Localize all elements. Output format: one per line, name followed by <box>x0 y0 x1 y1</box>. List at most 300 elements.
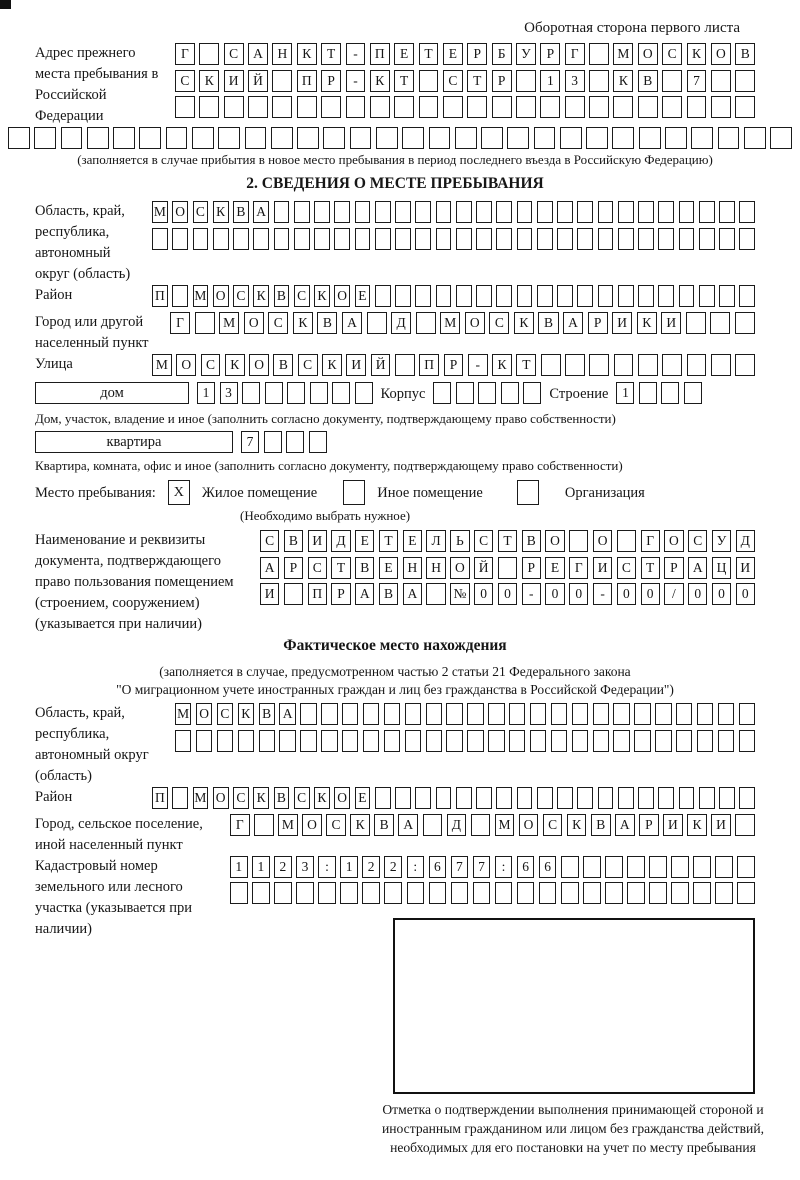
char-cell[interactable] <box>230 882 248 904</box>
char-cell[interactable]: Е <box>403 530 422 552</box>
char-cell[interactable] <box>618 201 634 223</box>
char-cell[interactable]: М <box>278 814 298 836</box>
char-cell[interactable] <box>639 127 661 149</box>
char-cell[interactable]: Ц <box>712 557 731 579</box>
char-cell[interactable] <box>699 228 715 250</box>
char-cell[interactable]: 0 <box>498 583 517 605</box>
char-cell[interactable] <box>739 703 755 725</box>
char-cell[interactable] <box>294 201 310 223</box>
char-cell[interactable] <box>467 730 483 752</box>
char-cell[interactable]: Д <box>331 530 350 552</box>
char-cell[interactable]: В <box>284 530 303 552</box>
char-cell[interactable]: К <box>687 43 707 65</box>
char-cell[interactable] <box>662 354 682 376</box>
char-cell[interactable] <box>711 70 731 92</box>
char-cell[interactable] <box>384 730 400 752</box>
char-cell[interactable]: 3 <box>220 382 238 404</box>
char-cell[interactable] <box>314 228 330 250</box>
char-cell[interactable] <box>537 285 553 307</box>
char-cell[interactable] <box>152 228 168 250</box>
char-cell[interactable]: Е <box>394 43 414 65</box>
char-cell[interactable]: А <box>248 43 268 65</box>
char-cell[interactable] <box>496 201 512 223</box>
char-cell[interactable]: - <box>346 70 366 92</box>
char-cell[interactable] <box>429 882 447 904</box>
char-cell[interactable]: Г <box>175 43 195 65</box>
char-cell[interactable] <box>300 703 316 725</box>
char-cell[interactable]: Е <box>443 43 463 65</box>
char-cell[interactable]: К <box>370 70 390 92</box>
char-cell[interactable]: 2 <box>274 856 292 878</box>
char-cell[interactable] <box>496 285 512 307</box>
char-cell[interactable] <box>113 127 135 149</box>
char-cell[interactable] <box>638 96 658 118</box>
char-cell[interactable] <box>375 285 391 307</box>
char-cell[interactable] <box>395 228 411 250</box>
char-cell[interactable]: А <box>342 312 362 334</box>
char-cell[interactable] <box>254 814 274 836</box>
char-cell[interactable] <box>557 201 573 223</box>
char-cell[interactable] <box>342 730 358 752</box>
char-cell[interactable] <box>516 96 536 118</box>
char-cell[interactable]: Р <box>321 70 341 92</box>
char-cell[interactable] <box>395 787 411 809</box>
char-cell[interactable]: И <box>260 583 279 605</box>
char-cell[interactable]: - <box>593 583 612 605</box>
char-cell[interactable] <box>166 127 188 149</box>
char-cell[interactable] <box>719 285 735 307</box>
char-cell[interactable] <box>323 127 345 149</box>
char-cell[interactable] <box>492 96 512 118</box>
char-cell[interactable] <box>627 856 645 878</box>
char-cell[interactable] <box>199 43 219 65</box>
char-cell[interactable] <box>467 96 487 118</box>
char-cell[interactable] <box>565 96 585 118</box>
char-cell[interactable]: 0 <box>641 583 660 605</box>
char-cell[interactable] <box>314 201 330 223</box>
char-cell[interactable] <box>687 354 707 376</box>
char-cell[interactable] <box>618 228 634 250</box>
char-cell[interactable]: В <box>317 312 337 334</box>
char-cell[interactable] <box>649 882 667 904</box>
char-cell[interactable] <box>551 703 567 725</box>
char-cell[interactable] <box>560 127 582 149</box>
char-cell[interactable] <box>649 856 667 878</box>
char-cell[interactable] <box>539 882 557 904</box>
char-cell[interactable] <box>598 201 614 223</box>
char-cell[interactable] <box>309 431 327 453</box>
checkbox-zhiloe[interactable]: X <box>168 480 190 505</box>
char-cell[interactable] <box>196 730 212 752</box>
char-cell[interactable] <box>589 354 609 376</box>
char-cell[interactable] <box>384 882 402 904</box>
char-cell[interactable]: О <box>638 43 658 65</box>
char-cell[interactable]: 0 <box>545 583 564 605</box>
char-cell[interactable]: : <box>407 856 425 878</box>
char-cell[interactable] <box>456 228 472 250</box>
char-cell[interactable] <box>476 787 492 809</box>
char-cell[interactable]: 6 <box>539 856 557 878</box>
char-cell[interactable] <box>517 201 533 223</box>
char-cell[interactable]: 6 <box>429 856 447 878</box>
char-cell[interactable]: 6 <box>517 856 535 878</box>
char-cell[interactable] <box>429 127 451 149</box>
char-cell[interactable]: К <box>322 354 342 376</box>
char-cell[interactable]: Р <box>331 583 350 605</box>
char-cell[interactable]: - <box>468 354 488 376</box>
char-cell[interactable] <box>342 703 358 725</box>
char-cell[interactable]: 7 <box>687 70 707 92</box>
char-cell[interactable] <box>287 382 305 404</box>
char-cell[interactable]: 2 <box>384 856 402 878</box>
char-cell[interactable]: К <box>567 814 587 836</box>
char-cell[interactable]: 1 <box>616 382 634 404</box>
char-cell[interactable]: 0 <box>688 583 707 605</box>
char-cell[interactable] <box>530 730 546 752</box>
char-cell[interactable]: О <box>334 787 350 809</box>
char-cell[interactable]: О <box>545 530 564 552</box>
char-cell[interactable] <box>676 730 692 752</box>
checkbox-inoe[interactable] <box>343 480 365 505</box>
char-cell[interactable] <box>684 382 702 404</box>
char-cell[interactable] <box>691 127 713 149</box>
char-cell[interactable] <box>193 228 209 250</box>
char-cell[interactable]: А <box>355 583 374 605</box>
char-cell[interactable] <box>332 382 350 404</box>
char-cell[interactable] <box>735 96 755 118</box>
char-cell[interactable] <box>699 285 715 307</box>
char-cell[interactable] <box>274 882 292 904</box>
char-cell[interactable]: М <box>175 703 191 725</box>
char-cell[interactable]: С <box>260 530 279 552</box>
char-cell[interactable]: С <box>193 201 209 223</box>
char-cell[interactable] <box>586 127 608 149</box>
char-cell[interactable]: Д <box>447 814 467 836</box>
char-cell[interactable]: Й <box>371 354 391 376</box>
char-cell[interactable] <box>679 285 695 307</box>
char-cell[interactable] <box>245 127 267 149</box>
char-cell[interactable] <box>561 856 579 878</box>
char-cell[interactable] <box>540 96 560 118</box>
char-cell[interactable] <box>658 285 674 307</box>
char-cell[interactable] <box>577 285 593 307</box>
char-cell[interactable] <box>375 787 391 809</box>
char-cell[interactable] <box>679 201 695 223</box>
char-cell[interactable]: А <box>398 814 418 836</box>
char-cell[interactable] <box>517 228 533 250</box>
char-cell[interactable] <box>583 856 601 878</box>
char-cell[interactable] <box>346 96 366 118</box>
char-cell[interactable]: Р <box>492 70 512 92</box>
char-cell[interactable]: И <box>736 557 755 579</box>
char-cell[interactable] <box>451 882 469 904</box>
char-cell[interactable] <box>577 228 593 250</box>
char-cell[interactable]: : <box>495 856 513 878</box>
char-cell[interactable] <box>658 201 674 223</box>
char-cell[interactable]: В <box>355 557 374 579</box>
char-cell[interactable]: Т <box>379 530 398 552</box>
char-cell[interactable]: В <box>273 354 293 376</box>
char-cell[interactable] <box>297 127 319 149</box>
char-cell[interactable]: С <box>617 557 636 579</box>
char-cell[interactable] <box>495 882 513 904</box>
char-cell[interactable] <box>509 730 525 752</box>
char-cell[interactable] <box>658 787 674 809</box>
char-cell[interactable] <box>172 787 188 809</box>
char-cell[interactable] <box>395 354 415 376</box>
char-cell[interactable] <box>686 312 706 334</box>
char-cell[interactable] <box>473 882 491 904</box>
char-cell[interactable]: Т <box>641 557 660 579</box>
char-cell[interactable]: Р <box>540 43 560 65</box>
char-cell[interactable] <box>557 228 573 250</box>
char-cell[interactable]: В <box>735 43 755 65</box>
char-cell[interactable]: В <box>591 814 611 836</box>
char-cell[interactable] <box>478 382 496 404</box>
char-cell[interactable] <box>61 127 83 149</box>
char-cell[interactable] <box>739 730 755 752</box>
char-cell[interactable]: И <box>593 557 612 579</box>
char-cell[interactable] <box>665 127 687 149</box>
char-cell[interactable] <box>355 382 373 404</box>
char-cell[interactable] <box>735 70 755 92</box>
char-cell[interactable] <box>271 127 293 149</box>
char-cell[interactable]: С <box>175 70 195 92</box>
char-cell[interactable]: О <box>334 285 350 307</box>
char-cell[interactable] <box>612 127 634 149</box>
char-cell[interactable]: 7 <box>473 856 491 878</box>
char-cell[interactable] <box>426 703 442 725</box>
char-cell[interactable]: О <box>213 787 229 809</box>
char-cell[interactable]: М <box>152 201 168 223</box>
char-cell[interactable] <box>614 354 634 376</box>
char-cell[interactable]: Ь <box>450 530 469 552</box>
char-cell[interactable] <box>456 382 474 404</box>
char-cell[interactable]: П <box>152 787 168 809</box>
char-cell[interactable] <box>658 228 674 250</box>
char-cell[interactable] <box>350 127 372 149</box>
char-cell[interactable] <box>693 856 711 878</box>
char-cell[interactable]: М <box>193 285 209 307</box>
char-cell[interactable] <box>638 285 654 307</box>
char-cell[interactable] <box>557 285 573 307</box>
char-cell[interactable]: М <box>495 814 515 836</box>
char-cell[interactable]: Е <box>379 557 398 579</box>
char-cell[interactable] <box>735 354 755 376</box>
char-cell[interactable] <box>394 96 414 118</box>
char-cell[interactable] <box>715 856 733 878</box>
char-cell[interactable] <box>172 285 188 307</box>
char-cell[interactable]: К <box>613 70 633 92</box>
char-cell[interactable] <box>718 127 740 149</box>
char-cell[interactable] <box>375 201 391 223</box>
char-cell[interactable] <box>426 583 445 605</box>
char-cell[interactable] <box>87 127 109 149</box>
char-cell[interactable] <box>407 882 425 904</box>
char-cell[interactable] <box>384 703 400 725</box>
char-cell[interactable] <box>310 382 328 404</box>
char-cell[interactable] <box>735 312 755 334</box>
char-cell[interactable]: Й <box>474 557 493 579</box>
char-cell[interactable] <box>259 730 275 752</box>
char-cell[interactable] <box>467 703 483 725</box>
char-cell[interactable] <box>501 382 519 404</box>
char-cell[interactable]: Т <box>516 354 536 376</box>
char-cell[interactable] <box>300 730 316 752</box>
char-cell[interactable]: С <box>688 530 707 552</box>
char-cell[interactable]: О <box>664 530 683 552</box>
char-cell[interactable] <box>481 127 503 149</box>
char-cell[interactable]: О <box>213 285 229 307</box>
char-cell[interactable] <box>617 530 636 552</box>
char-cell[interactable] <box>195 312 215 334</box>
char-cell[interactable]: А <box>253 201 269 223</box>
char-cell[interactable] <box>252 882 270 904</box>
char-cell[interactable] <box>537 787 553 809</box>
char-cell[interactable] <box>627 882 645 904</box>
char-cell[interactable] <box>534 127 556 149</box>
char-cell[interactable]: 0 <box>712 583 731 605</box>
char-cell[interactable]: В <box>522 530 541 552</box>
char-cell[interactable] <box>593 703 609 725</box>
char-cell[interactable] <box>274 201 290 223</box>
char-cell[interactable] <box>476 201 492 223</box>
char-cell[interactable] <box>367 312 387 334</box>
char-cell[interactable] <box>517 285 533 307</box>
char-cell[interactable]: И <box>711 814 731 836</box>
char-cell[interactable]: И <box>612 312 632 334</box>
char-cell[interactable]: С <box>308 557 327 579</box>
char-cell[interactable] <box>572 703 588 725</box>
char-cell[interactable] <box>233 228 249 250</box>
char-cell[interactable] <box>419 70 439 92</box>
char-cell[interactable] <box>284 583 303 605</box>
char-cell[interactable] <box>551 730 567 752</box>
char-cell[interactable] <box>655 730 671 752</box>
char-cell[interactable] <box>517 882 535 904</box>
char-cell[interactable] <box>272 70 292 92</box>
char-cell[interactable]: К <box>514 312 534 334</box>
char-cell[interactable]: К <box>687 814 707 836</box>
char-cell[interactable] <box>509 703 525 725</box>
char-cell[interactable] <box>238 730 254 752</box>
char-cell[interactable] <box>671 882 689 904</box>
char-cell[interactable] <box>662 70 682 92</box>
char-cell[interactable]: Т <box>498 530 517 552</box>
char-cell[interactable]: К <box>492 354 512 376</box>
char-cell[interactable] <box>530 703 546 725</box>
char-cell[interactable]: К <box>225 354 245 376</box>
char-cell[interactable]: Б <box>492 43 512 65</box>
char-cell[interactable] <box>433 382 451 404</box>
char-cell[interactable] <box>711 354 731 376</box>
char-cell[interactable] <box>321 703 337 725</box>
char-cell[interactable]: С <box>474 530 493 552</box>
char-cell[interactable]: К <box>238 703 254 725</box>
char-cell[interactable]: С <box>443 70 463 92</box>
char-cell[interactable]: В <box>374 814 394 836</box>
char-cell[interactable]: 1 <box>540 70 560 92</box>
char-cell[interactable]: П <box>370 43 390 65</box>
char-cell[interactable] <box>415 228 431 250</box>
char-cell[interactable]: Н <box>403 557 422 579</box>
char-cell[interactable]: Р <box>664 557 683 579</box>
char-cell[interactable] <box>516 70 536 92</box>
char-cell[interactable] <box>697 703 713 725</box>
char-cell[interactable]: О <box>711 43 731 65</box>
char-cell[interactable]: Е <box>355 285 371 307</box>
char-cell[interactable] <box>589 96 609 118</box>
char-cell[interactable] <box>744 127 766 149</box>
char-cell[interactable] <box>577 787 593 809</box>
char-cell[interactable] <box>218 127 240 149</box>
char-cell[interactable]: О <box>176 354 196 376</box>
char-cell[interactable] <box>272 96 292 118</box>
char-cell[interactable]: Г <box>170 312 190 334</box>
char-cell[interactable] <box>416 312 436 334</box>
char-cell[interactable]: Е <box>355 530 374 552</box>
char-cell[interactable] <box>175 730 191 752</box>
char-cell[interactable] <box>598 787 614 809</box>
char-cell[interactable] <box>613 703 629 725</box>
char-cell[interactable]: Н <box>272 43 292 65</box>
char-cell[interactable]: С <box>543 814 563 836</box>
char-cell[interactable] <box>710 312 730 334</box>
char-cell[interactable]: 7 <box>241 431 259 453</box>
char-cell[interactable] <box>537 201 553 223</box>
char-cell[interactable]: М <box>440 312 460 334</box>
char-cell[interactable]: Г <box>565 43 585 65</box>
char-cell[interactable]: 7 <box>451 856 469 878</box>
char-cell[interactable]: В <box>274 787 290 809</box>
char-cell[interactable]: Т <box>394 70 414 92</box>
char-cell[interactable]: А <box>279 703 295 725</box>
char-cell[interactable]: М <box>152 354 172 376</box>
char-cell[interactable] <box>476 285 492 307</box>
char-cell[interactable]: К <box>350 814 370 836</box>
char-cell[interactable] <box>565 354 585 376</box>
char-cell[interactable]: К <box>637 312 657 334</box>
char-cell[interactable]: Д <box>391 312 411 334</box>
char-cell[interactable]: 0 <box>474 583 493 605</box>
char-cell[interactable] <box>242 382 260 404</box>
char-cell[interactable] <box>718 730 734 752</box>
char-cell[interactable]: П <box>419 354 439 376</box>
char-cell[interactable] <box>362 882 380 904</box>
char-cell[interactable] <box>415 787 431 809</box>
char-cell[interactable] <box>618 285 634 307</box>
char-cell[interactable] <box>613 730 629 752</box>
char-cell[interactable] <box>715 882 733 904</box>
char-cell[interactable] <box>443 96 463 118</box>
char-cell[interactable] <box>172 228 188 250</box>
char-cell[interactable]: Й <box>248 70 268 92</box>
char-cell[interactable] <box>34 127 56 149</box>
char-cell[interactable] <box>213 228 229 250</box>
char-cell[interactable] <box>589 70 609 92</box>
char-cell[interactable]: Л <box>426 530 445 552</box>
char-cell[interactable] <box>426 730 442 752</box>
char-cell[interactable]: К <box>314 285 330 307</box>
char-cell[interactable]: Р <box>444 354 464 376</box>
char-cell[interactable]: Р <box>467 43 487 65</box>
char-cell[interactable] <box>699 201 715 223</box>
char-cell[interactable] <box>737 856 755 878</box>
char-cell[interactable] <box>593 730 609 752</box>
char-cell[interactable]: № <box>450 583 469 605</box>
char-cell[interactable]: К <box>199 70 219 92</box>
char-cell[interactable]: В <box>233 201 249 223</box>
